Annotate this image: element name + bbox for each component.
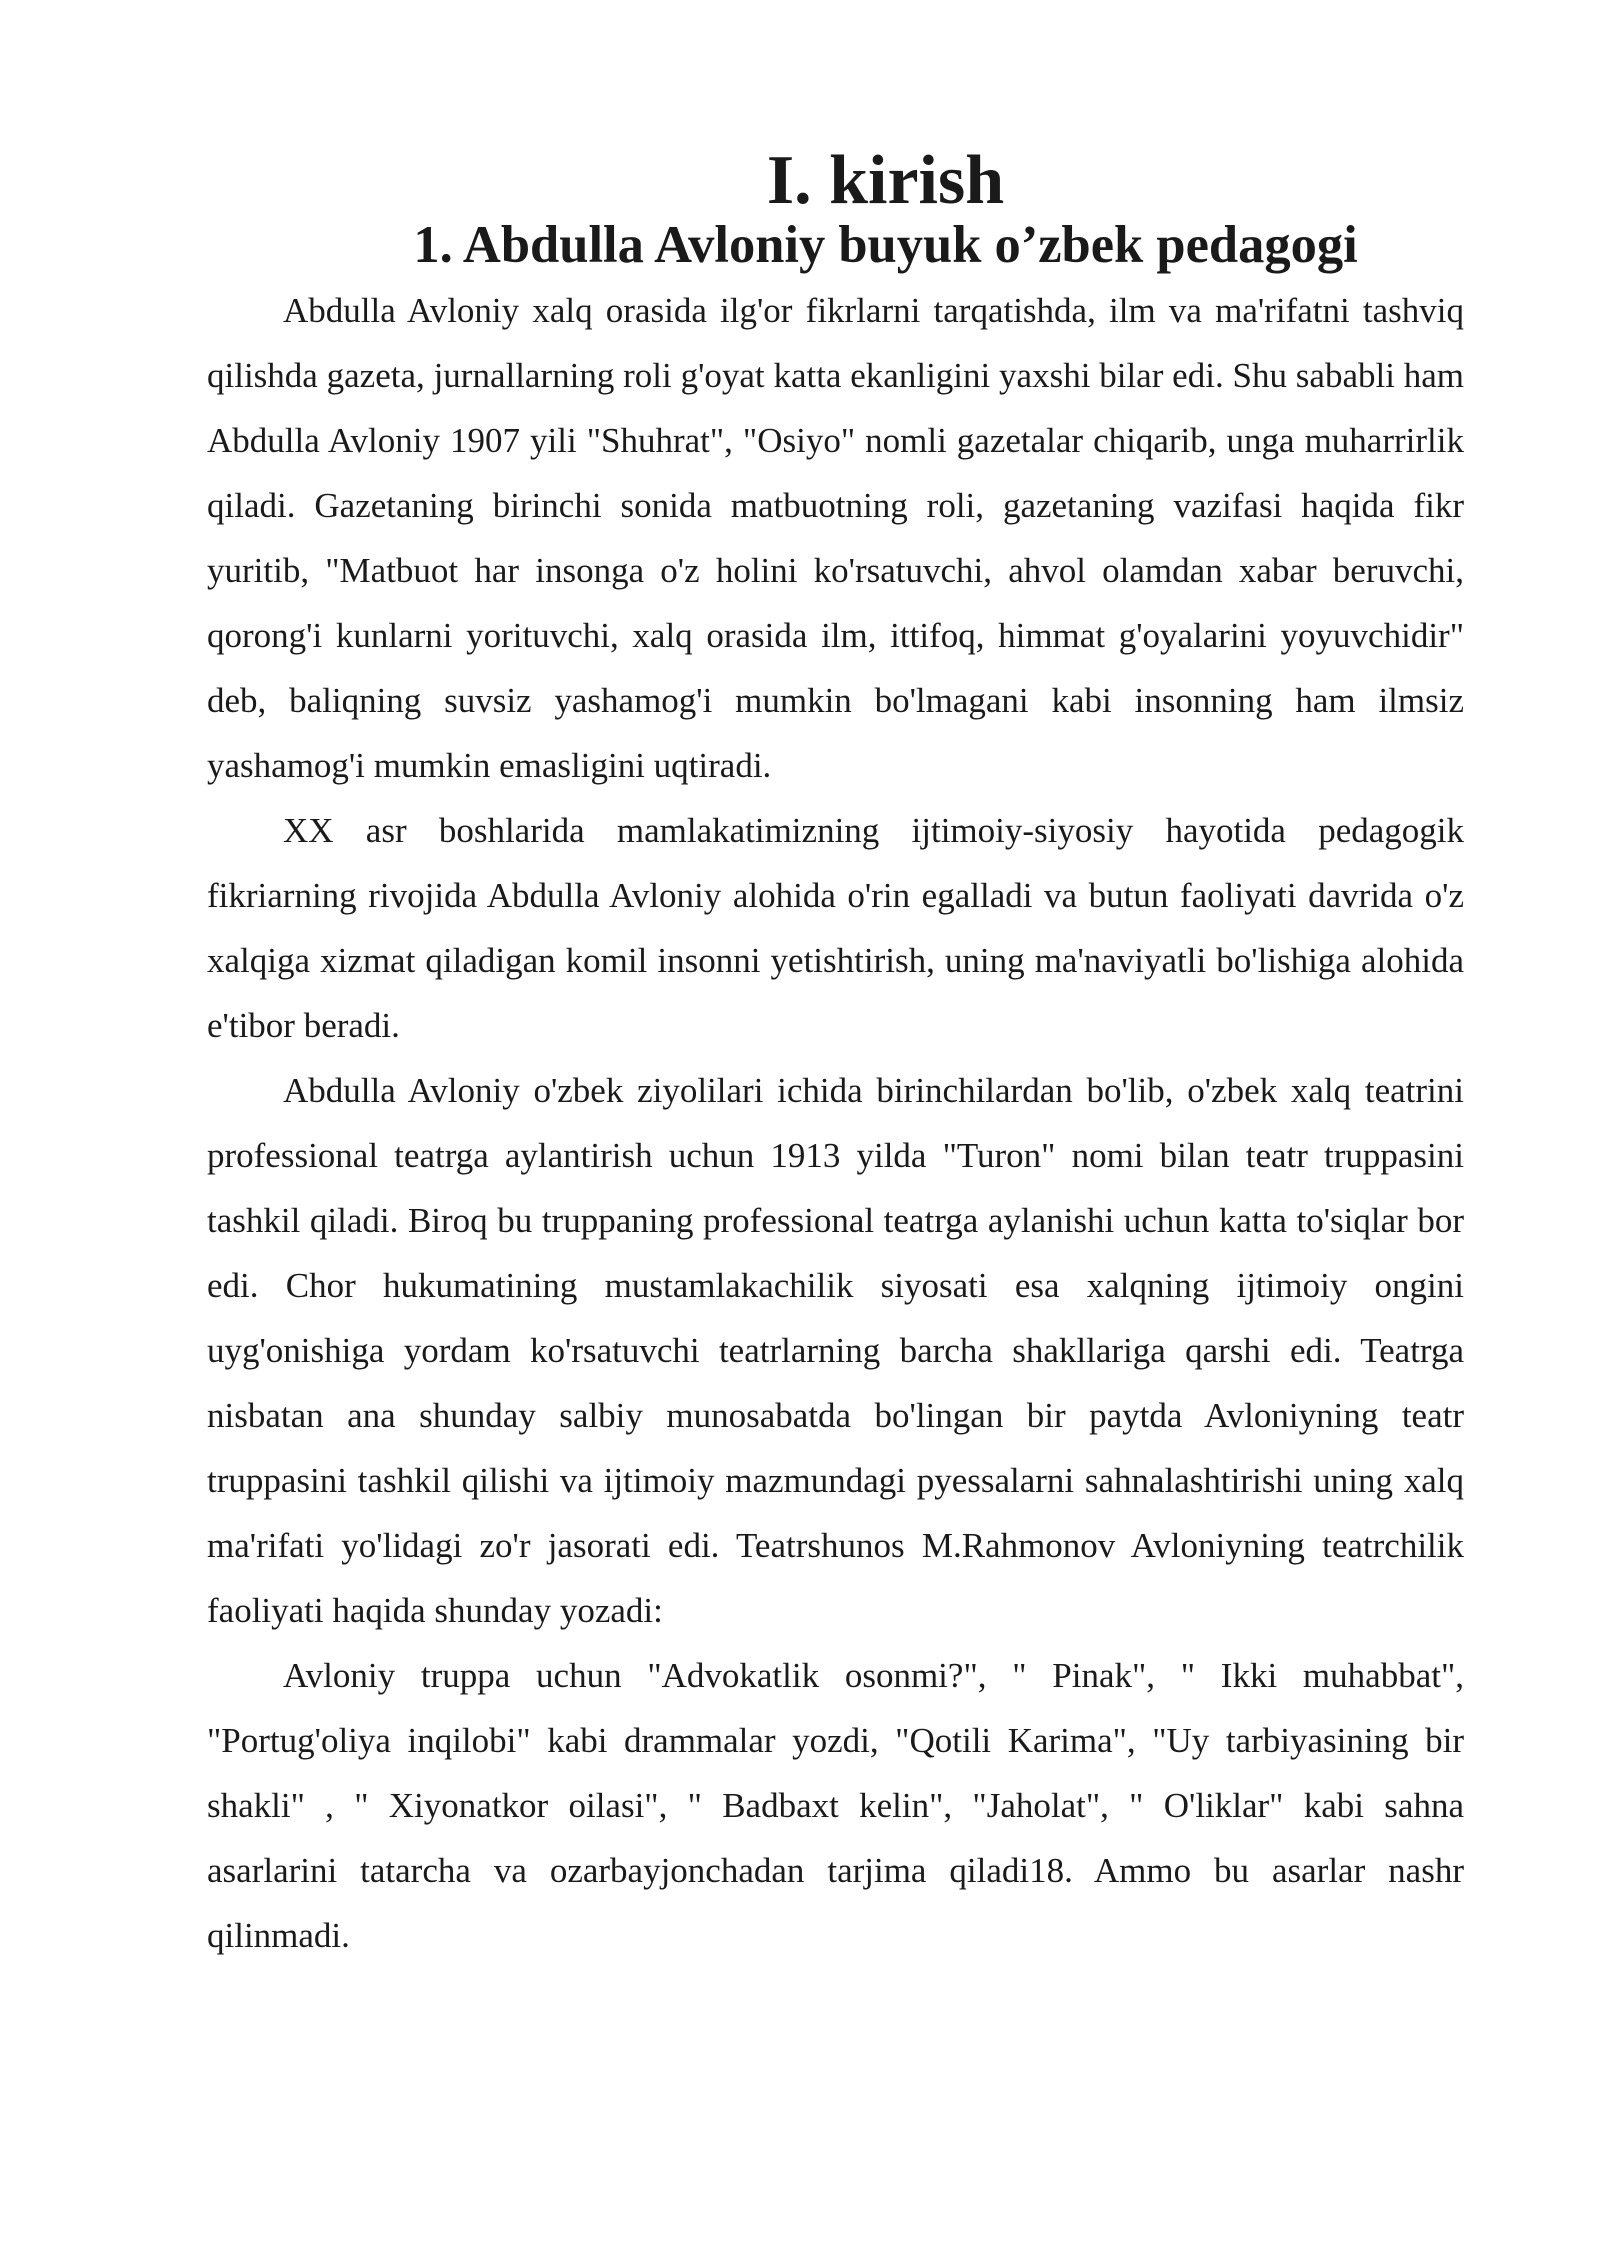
paragraph-1: Abdulla Avloniy xalq orasida ilg'or fikrlarni tarqatishda, ilm va ma'rifatni tashviq qilishda gazeta, jurnallarning roli g'oyat katta ekanligini yaxshi bilar edi. Shu sababli ham Abdulla Avloniy 1907 yili "Shuhrat", "Osiyo" nomli gazetalar chiqarib, unga muharrirlik qiladi. Gazetaning birinchi sonida matbuotning roli, gazetaning vazifasi haqida fikr yuritib, "Matbuot har insonga o'z holini ko'rsatuvchi, ahvol olamdan xabar beruvchi, qorong'i kunlarni yorituvchi, xalq orasida ilm, ittifoq, himmat g'oyalarini yoyuvchidir" deb, baliqning suvsiz yashamog'i mumkin bo'lmagani kabi insonning ham ilmsiz yashamog'i mumkin emasligini uqtiradi. bbox=[207, 291, 1464, 785]
paragraph-2: XX asr boshlarida mamlakatimizning ijtimoiy-siyosiy hayotida pedagogik fikriarning rivojida Abdulla Avloniy alohida o'rin egalladi va butun faoliyati davrida o'z xalqiga xizmat qiladigan komil insonni yetishtirish, uning ma'naviyatli bo'lishiga alohida e'tibor beradi. bbox=[207, 811, 1464, 1045]
paragraph-3: Abdulla Avloniy o'zbek ziyolilari ichida birinchilardan bo'lib, o'zbek xalq teatrini professional teatrga aylantirish uchun 1913 yilda "Turon" nomi bilan teatr truppasini tashkil qiladi. Biroq bu truppaning professional teatrga aylanishi uchun katta to'siqlar bor edi. Chor hukumatining mustamlakachilik siyosati esa xalqning ijtimoiy ongini uyg'onishiga yordam ko'rsatuvchi teatrlarning barcha shakllariga qarshi edi. Teatrga nisbatan ana shunday salbiy munosabatda bo'lingan bir paytda Avloniyning teatr truppasini tashkil qilishi va ijtimoiy mazmundagi pyessalarni sahnalashtirishi uning xalq ma'rifati yo'lidagi zo'r jasorati edi. Teatrshunos M.Rahmonov Avloniyning teatrchilik faoliyati haqida shunday yozadi: bbox=[207, 1071, 1464, 1630]
paragraph-4: Avloniy truppa uchun "Advokatlik osonmi?", " Pinak", " Ikki muhabbat", "Portug'oliya inqilobi" kabi drammalar yozdi, "Qotili Karima", "Uy tarbiyasining bir shakli" , " Xiyonatkor oilasi", " Badbaxt kelin", "Jaholat", " O'liklar" kabi sahna asarlarini tatarcha va ozarbayjonchadan tarjima qiladi18. Ammo bu asarlar nashr qilinmadi. bbox=[207, 1656, 1464, 1955]
document-page bbox=[207, 142, 1464, 1968]
section-title: I. kirish bbox=[766, 142, 1005, 219]
chapter-title: 1. Abdulla Avloniy buyuk o’zbek pedagogi bbox=[413, 216, 1358, 274]
